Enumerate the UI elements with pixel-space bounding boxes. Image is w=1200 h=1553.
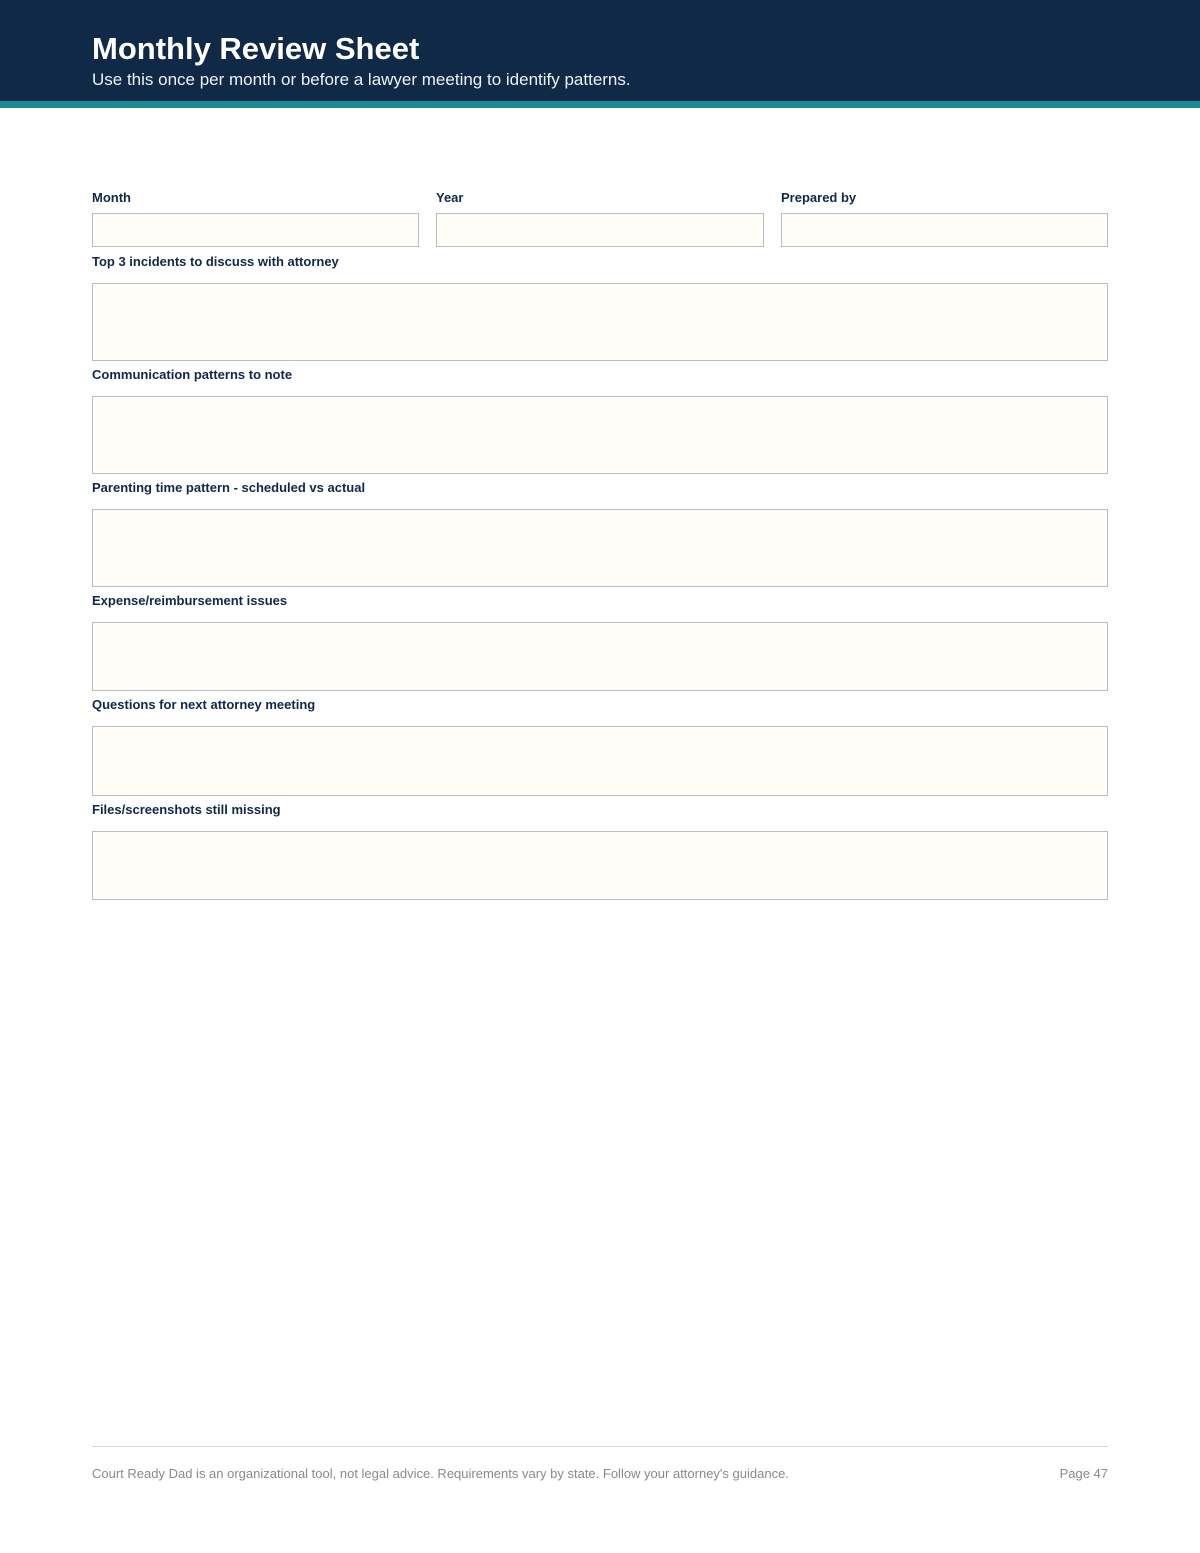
missing-files-label: Files/screenshots still missing (92, 802, 281, 817)
footer-divider (92, 1446, 1108, 1447)
year-label: Year (436, 190, 464, 205)
month-label: Month (92, 190, 131, 205)
parenting-time-field[interactable] (92, 509, 1108, 587)
attorney-questions-label: Questions for next attorney meeting (92, 697, 316, 712)
expense-issues-label: Expense/reimbursement issues (92, 593, 288, 608)
page-title: Monthly Review Sheet (92, 31, 420, 66)
missing-files-field[interactable] (92, 831, 1108, 900)
top-incidents-field[interactable] (92, 283, 1108, 361)
parenting-time-label: Parenting time pattern - scheduled vs actual (92, 480, 366, 495)
prepared-by-field[interactable] (781, 213, 1108, 247)
attorney-questions-field[interactable] (92, 726, 1108, 796)
header-accent-bar (0, 101, 1200, 108)
month-field[interactable] (92, 213, 419, 247)
page-subtitle: Use this once per month or before a lawyer meeting to identify patterns. (92, 70, 631, 89)
year-field[interactable] (436, 213, 764, 247)
page-header (0, 0, 1200, 101)
communication-patterns-label: Communication patterns to note (92, 367, 293, 382)
footer-disclaimer: Court Ready Dad is an organizational tool, not legal advice. Requirements vary by state. Follow your attorney's guidance. (92, 1466, 789, 1481)
expense-issues-field[interactable] (92, 622, 1108, 691)
prepared-by-label: Prepared by (781, 190, 857, 205)
top-incidents-label: Top 3 incidents to discuss with attorney (92, 254, 339, 269)
page-number: Page 47 (1059, 1466, 1108, 1481)
communication-patterns-field[interactable] (92, 396, 1108, 474)
